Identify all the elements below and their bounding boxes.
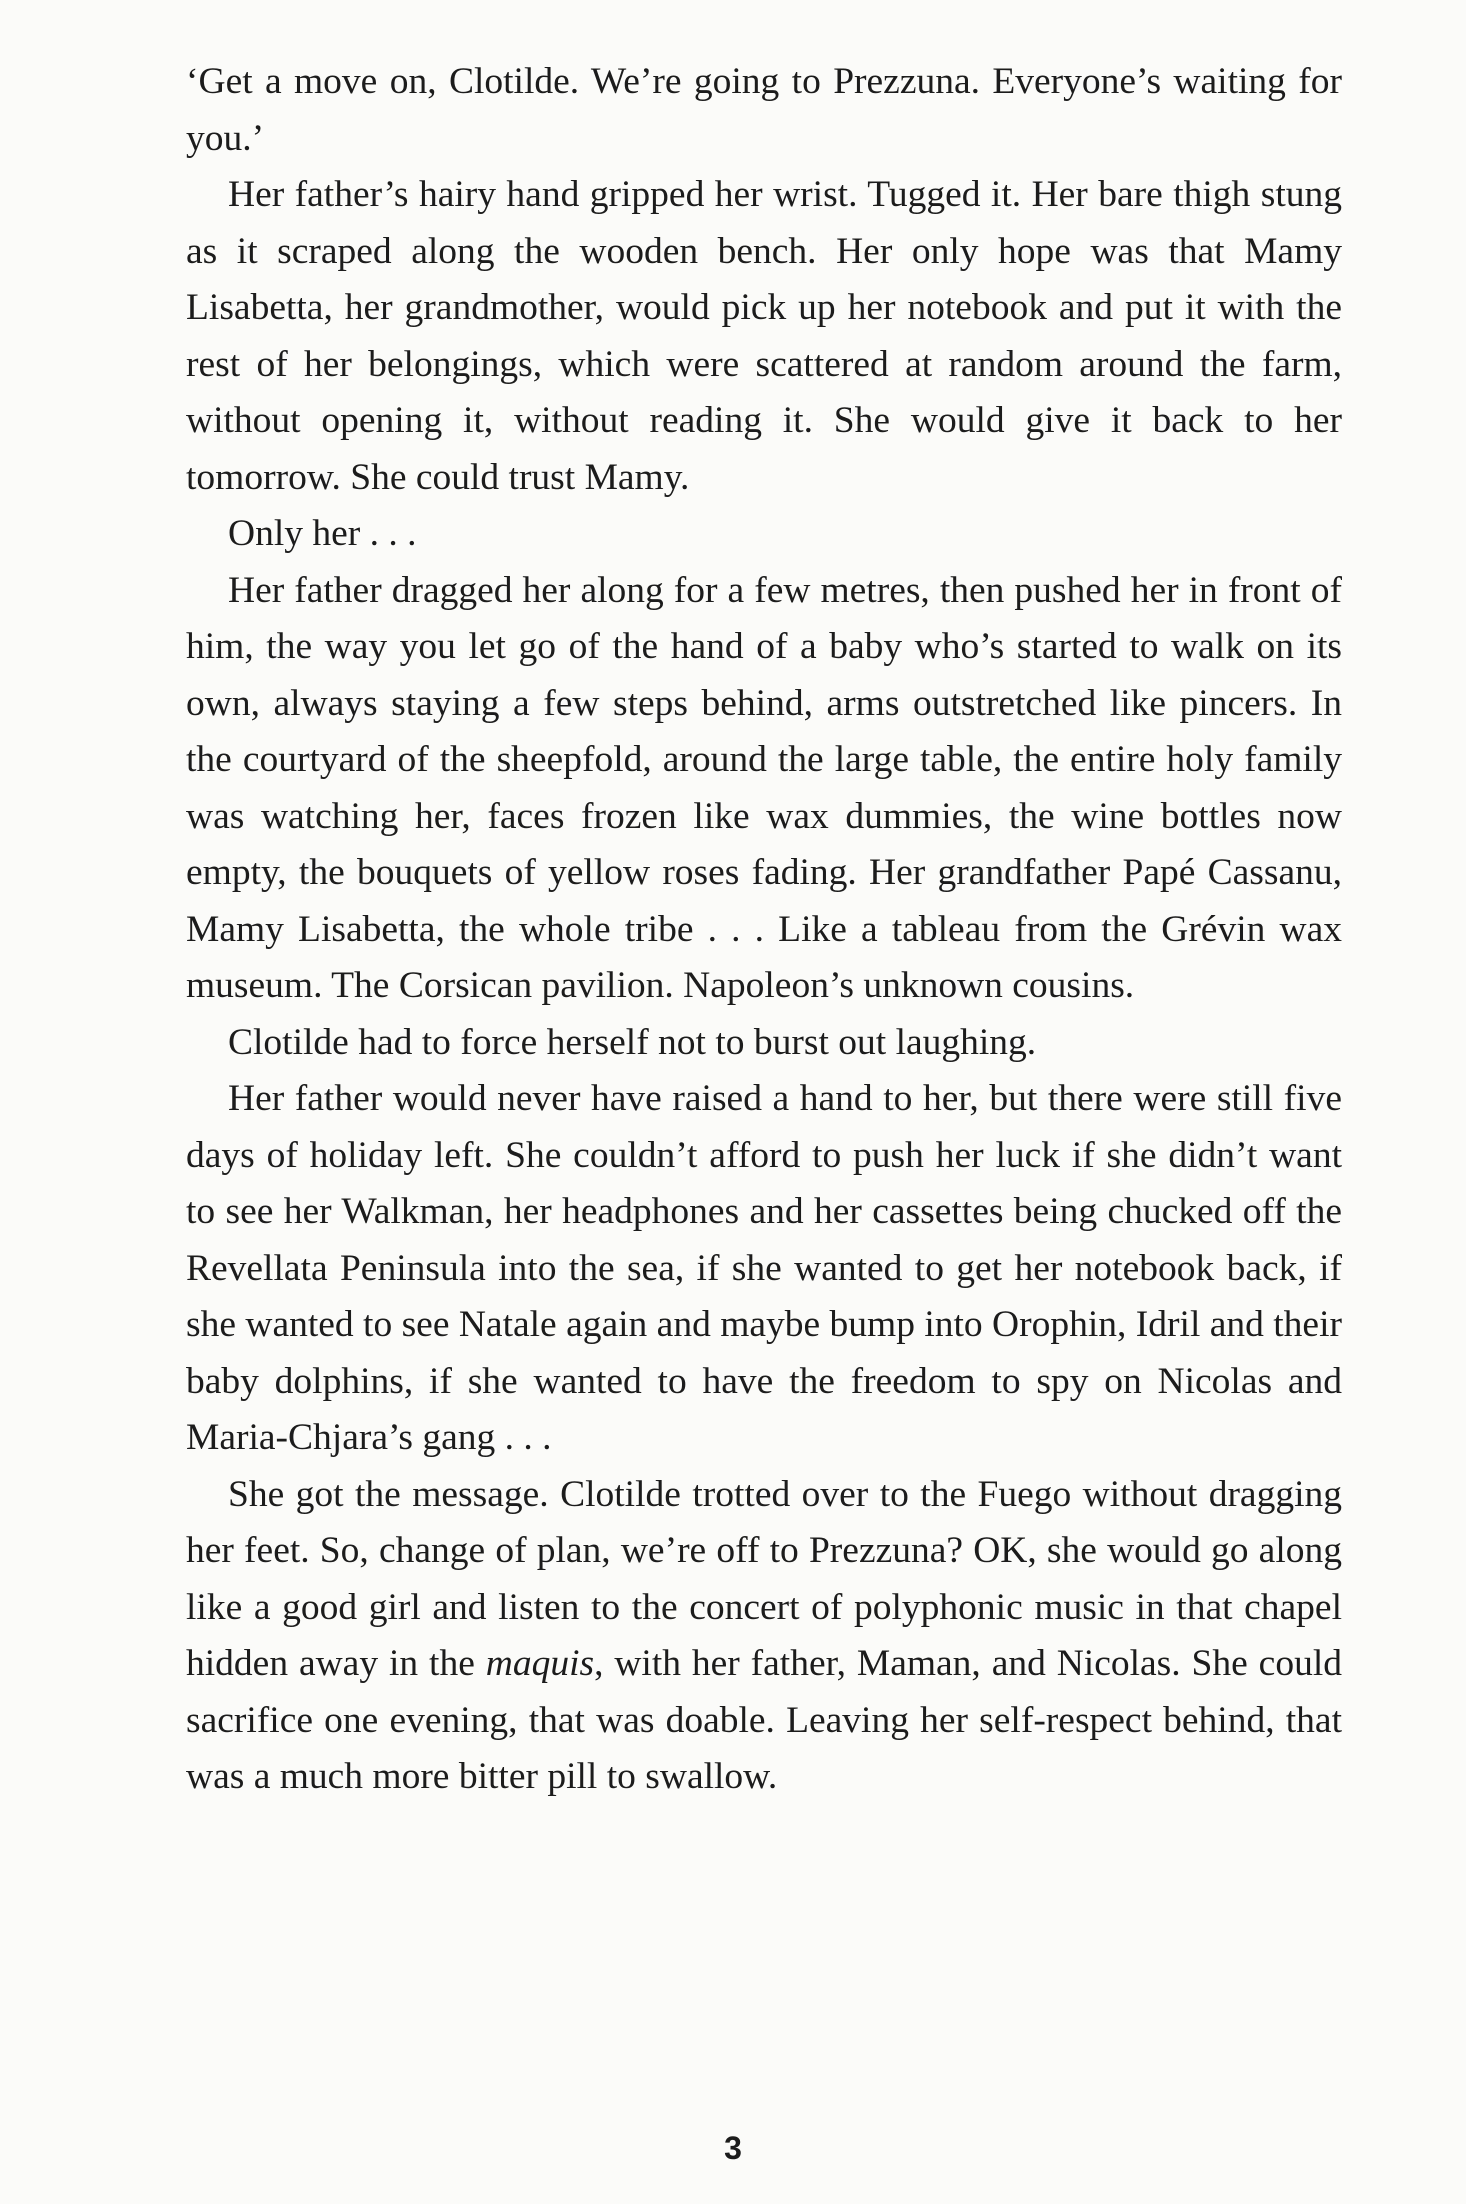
italic-word: maquis bbox=[485, 1643, 595, 1684]
paragraph: Her father would never have raised a hand to her, but there were still five days of holiday left. She couldn’t afford to push her luck if she didn’t want to see her Walkman, her headphones and her cassettes being chucked off the Revellata Peninsula into the sea, if she wanted to get her notebook back, if she wanted to see Natale again and maybe bump into Orophin, Idril and their baby dolphins, if she wanted to have the freedom to spy on Nicolas and Maria-Chjara’s gang . . . bbox=[186, 1078, 1342, 1458]
paragraph-text: , with her father, Maman, and Nicolas. She could sacrifice one evening, that was doable. Leaving her self-respect behind, that was a much more bitter pill to swallow. bbox=[186, 1643, 1342, 1797]
body-text bbox=[186, 54, 1342, 1806]
page-number: 3 bbox=[724, 2130, 742, 2166]
paragraph: Clotilde had to force herself not to burst out laughing. bbox=[228, 1021, 1037, 1063]
paragraph-text: She got the message. Clotilde trotted over to the Fuego without dragging her feet. So, change of plan, we’re off to Prezzuna? OK, she would go along like a good girl and listen to the concert of polyphonic music in that chapel hidden away in the bbox=[186, 1473, 1342, 1684]
paragraph: Only her . . . bbox=[228, 513, 417, 554]
paragraph: ‘Get a move on, Clotilde. We’re going to Prezzuna. Everyone’s waiting for you.’ bbox=[186, 61, 1342, 159]
paragraph bbox=[186, 1467, 1342, 1806]
paragraph: Her father dragged her along for a few metres, then pushed her in front of him, the way you let go of the hand of a baby who’s started to walk on its own, always staying a few steps behind, arms outstretched like pincers. In the courtyard of the sheepfold, around the large table, the entire holy family was watching her, faces frozen like wax dummies, the wine bottles now empty, the bouquets of yellow roses fading. Her grandfather Papé Cassanu, Mamy Lisabetta, the whole tribe . . . Like a tableau from the Grévin wax museum. The Corsican pavilion. Napoleon’s unknown cousins. bbox=[186, 569, 1342, 1006]
paragraph: Her father’s hairy hand gripped her wrist. Tugged it. Her bare thigh stung as it scraped along the wooden bench. Her only hope was that Mamy Lisabetta, her grandmother, would pick up her notebook and put it with the rest of her belongings, which were scattered at random around the farm, without opening it, without reading it. She would give it back to her tomorrow. She could trust Mamy. bbox=[186, 174, 1342, 498]
